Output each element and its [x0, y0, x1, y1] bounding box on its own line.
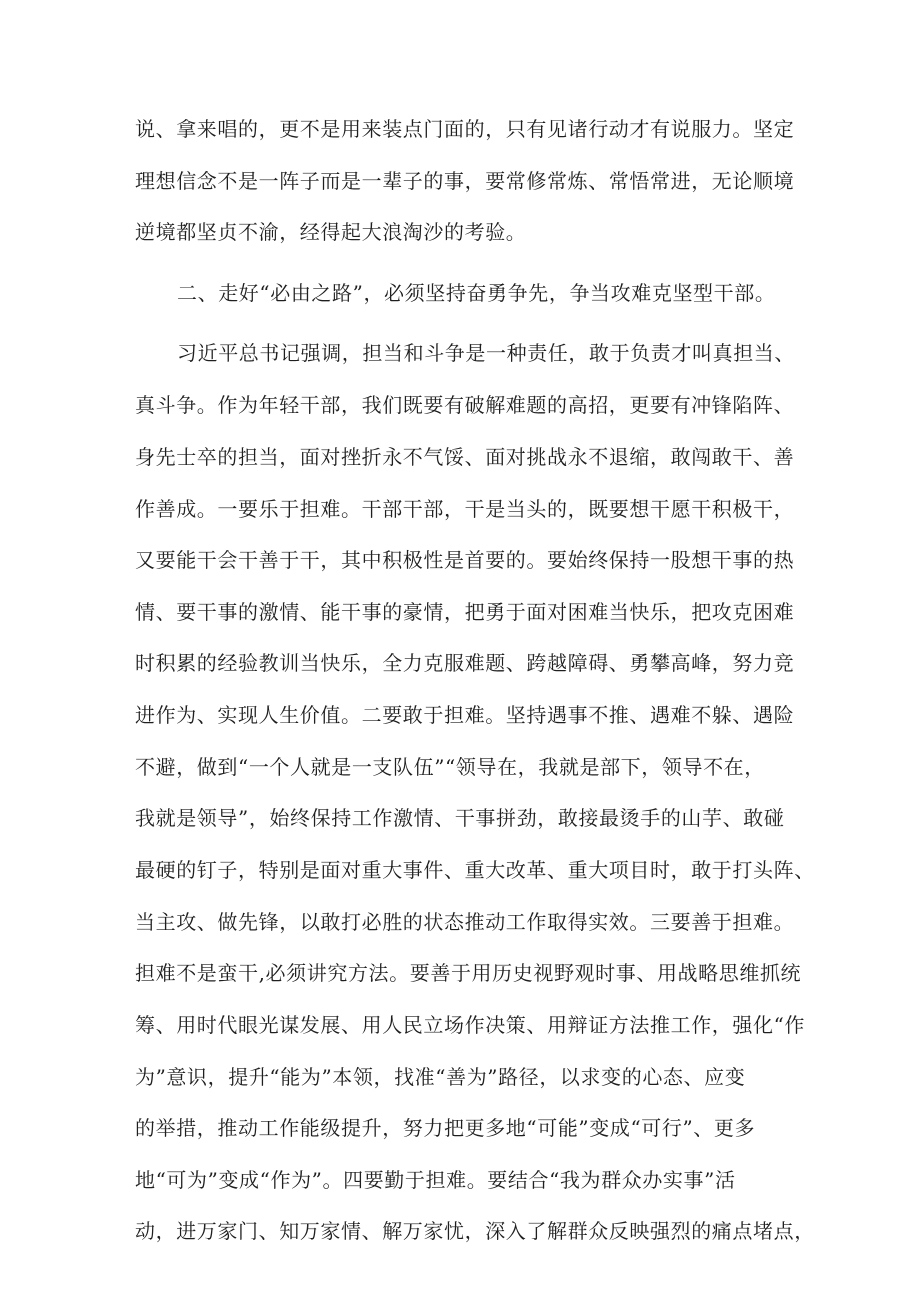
body-text-line: 真斗争。作为年轻干部，我们既要有破解难题的高招，更要有冲锋陷阵、 [135, 393, 795, 417]
body-text-line: 说、拿来唱的，更不是用来装点门面的，只有见诸行动才有说服力。坚定 [135, 117, 795, 141]
body-text-line: 作善成。一要乐于担难。干部干部，干是当头的，既要想干愿干积极干， [135, 497, 795, 521]
body-text-line: 时积累的经验教训当快乐，全力克服难题、跨越障碍、勇攀高峰，努力竞 [135, 651, 795, 675]
section-heading: 二、走好“必由之路”，必须坚持奋勇争先，争当攻难克坚型干部。 [177, 281, 776, 305]
body-text-line: 担难不是蛮干,必须讲究方法。要善于用历史视野观时事、用战略思维抓统 [135, 961, 802, 985]
body-text-line: 当主攻、做先锋，以敢打必胜的状态推动工作取得实效。三要善于担难。 [135, 910, 795, 934]
body-text-line: 不避，做到“一个人就是一支队伍”“领导在，我就是部下，领导不在， [135, 755, 765, 779]
body-text-line: 进作为、实现人生价值。二要敢于担难。坚持遇事不推、遇难不躲、遇险 [135, 703, 795, 727]
body-text-line: 的举措，推动工作能级提升，努力把更多地“可能”变成“可行”、更多 [135, 1116, 756, 1140]
body-text-line: 逆境都坚贞不渝，经得起大浪淘沙的考验。 [135, 220, 527, 244]
body-text-line: 情、要干事的激情、能干事的豪情，把勇于面对困难当快乐，把攻克困难 [135, 600, 795, 624]
body-text-line: 我就是领导”，始终保持工作激情、干事拼劲，敢接最烫手的山芋、敢碰 [135, 806, 785, 830]
body-text-line: 筹、用时代眼光谋发展、用人民立场作决策、用辩证方法推工作，强化“作 [135, 1013, 806, 1037]
body-text-line: 最硬的钉子，特别是面对重大事件、重大改革、重大项目时，敢于打头阵、 [135, 858, 815, 882]
body-text-line: 理想信念不是一阵子而是一辈子的事，要常修常炼、常悟常进，无论顺境 [135, 169, 795, 193]
body-text-line: 又要能干会干善于干，其中积极性是首要的。要始终保持一股想干事的热 [135, 548, 795, 572]
body-text-line: 动，进万家门、知万家情、解万家忧，深入了解群众反映强烈的痛点堵点， [135, 1219, 815, 1243]
body-text-line: 身先士卒的担当，面对挫折永不气馁、面对挑战永不退缩，敢闯敢干、善 [135, 445, 795, 469]
body-text-line: 为”意识，提升“能为”本领，找准“善为”路径，以求变的心态、应变 [135, 1065, 746, 1089]
body-text-line: 地“可为”变成“作为”。四要勤于担难。要结合“我为群众办实事”活 [135, 1168, 736, 1192]
body-text-line: 习近平总书记强调，担当和斗争是一种责任，敢于负责才叫真担当、 [177, 341, 795, 365]
